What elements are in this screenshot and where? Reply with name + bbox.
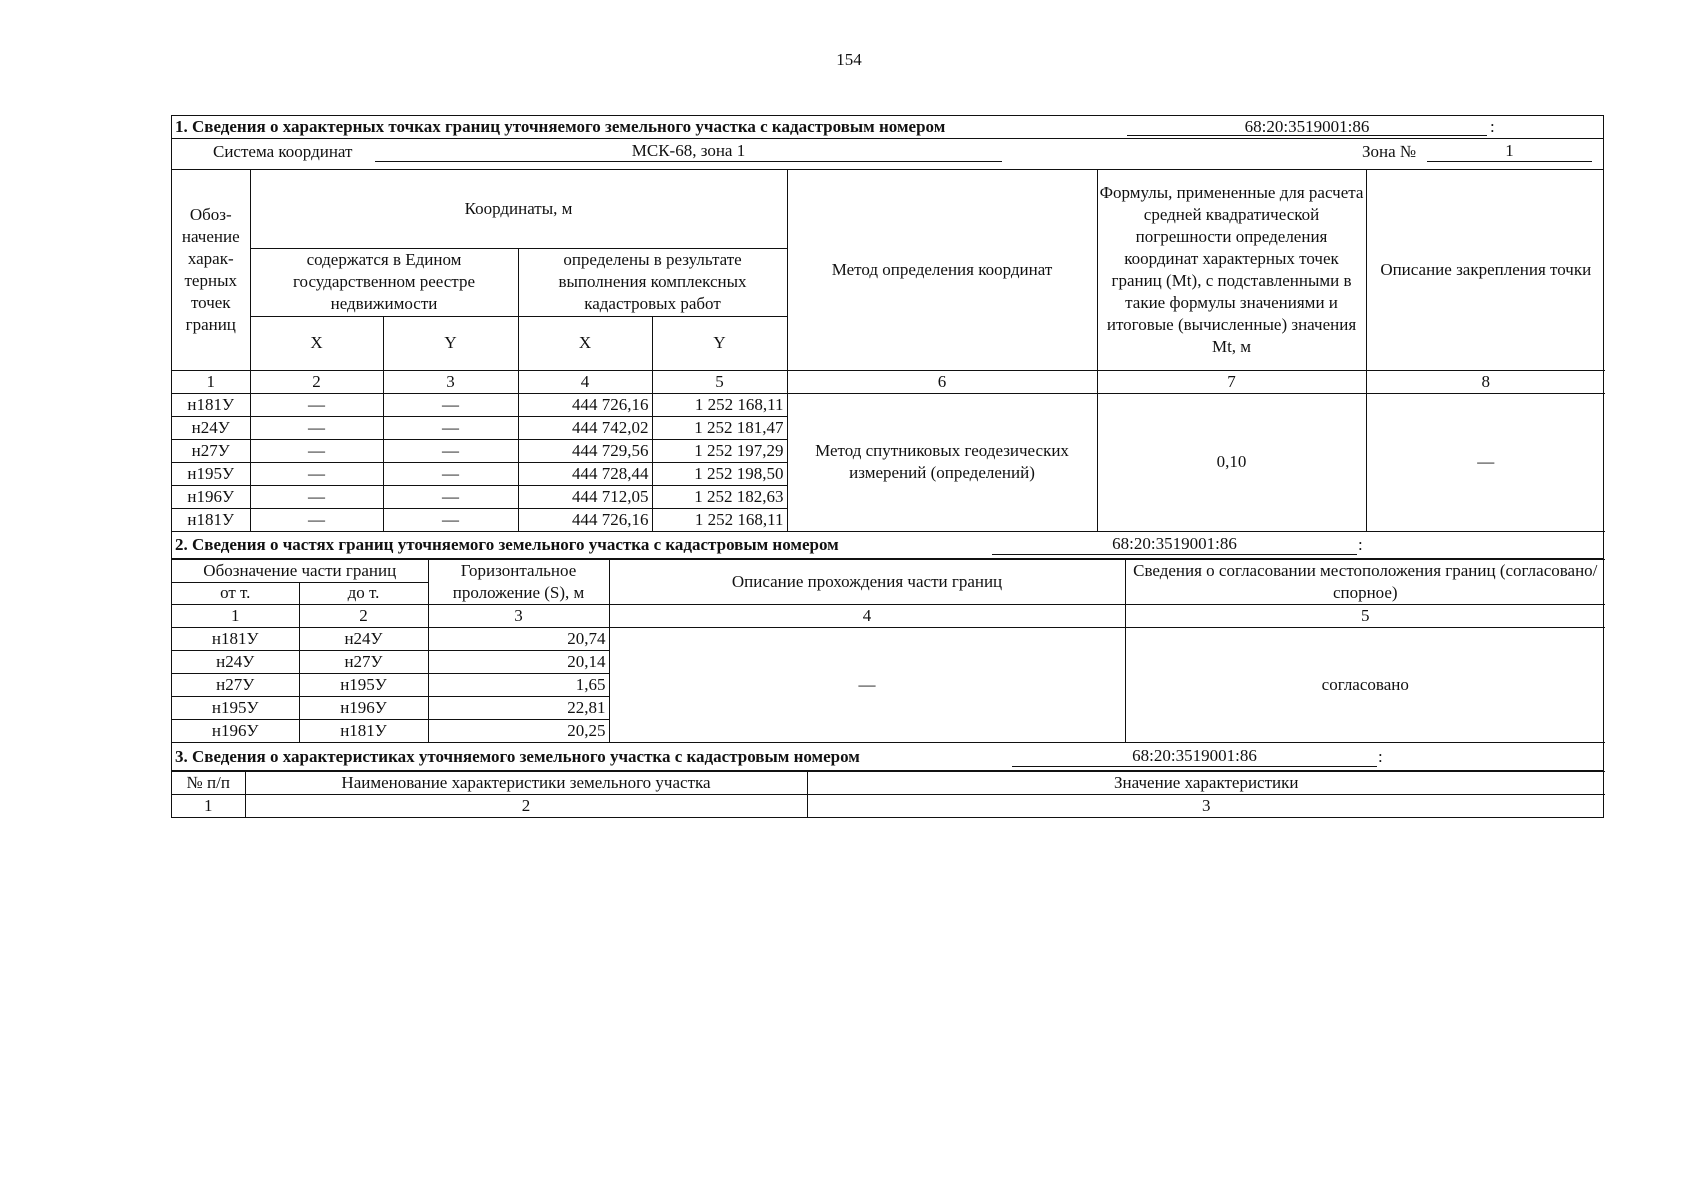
col-number: 8 bbox=[1366, 370, 1605, 393]
point-name: н196У bbox=[172, 485, 250, 508]
header-horizontal: Горизонтальное проложение (S), м bbox=[428, 559, 609, 604]
coordinate-system-line bbox=[172, 139, 1603, 170]
section3-header bbox=[172, 743, 1603, 771]
fixation-value: — bbox=[1366, 393, 1605, 531]
y-registry: — bbox=[383, 508, 518, 531]
header-fixation: Описание закрепления точки bbox=[1366, 170, 1605, 370]
col-number: 4 bbox=[609, 604, 1125, 627]
x-registry: — bbox=[250, 393, 383, 416]
header-coordinates: Координаты, м bbox=[250, 170, 787, 248]
col-number: 3 bbox=[428, 604, 609, 627]
x-value: 444 712,05 bbox=[518, 485, 652, 508]
col-number: 2 bbox=[245, 794, 807, 817]
header-designation: Обоз-начение харак-терных точек границ bbox=[172, 170, 250, 370]
y-registry: — bbox=[383, 393, 518, 416]
x-value: 444 726,16 bbox=[518, 508, 652, 531]
section2-title: 2. Сведения о частях границ уточняемого земельного участка с кадастровым номером bbox=[175, 534, 839, 554]
x-value: 444 726,16 bbox=[518, 393, 652, 416]
header-from: от т. bbox=[172, 582, 299, 604]
x-value: 444 728,44 bbox=[518, 462, 652, 485]
point-name: н181У bbox=[172, 393, 250, 416]
y-value: 1 252 182,63 bbox=[652, 485, 787, 508]
y-registry: — bbox=[383, 462, 518, 485]
section1-cadastral-number: 68:20:3519001:86 bbox=[1127, 116, 1487, 136]
header-no: № п/п bbox=[172, 771, 245, 794]
section1-title: 1. Сведения о характерных точках границ уточняемого земельного участка с кадастровым номером bbox=[175, 117, 946, 136]
x-registry: — bbox=[250, 439, 383, 462]
col-number: 6 bbox=[787, 370, 1097, 393]
y-value: 1 252 168,11 bbox=[652, 508, 787, 531]
header-in-registry: содержатся в Едином государственном реестре недвижимости bbox=[250, 248, 518, 316]
col-number: 2 bbox=[250, 370, 383, 393]
to-point: н195У bbox=[299, 673, 428, 696]
from-point: н24У bbox=[172, 650, 299, 673]
header-x-registry: X bbox=[250, 316, 383, 370]
y-value: 1 252 198,50 bbox=[652, 462, 787, 485]
col-number: 1 bbox=[172, 604, 299, 627]
table-row bbox=[172, 393, 1605, 416]
horizontal-value: 20,14 bbox=[428, 650, 609, 673]
coord-system-label: Система координат bbox=[213, 142, 353, 161]
section1-colon: : bbox=[1490, 117, 1495, 136]
x-registry: — bbox=[250, 508, 383, 531]
section2-cadastral-number: 68:20:3519001:86 bbox=[992, 532, 1357, 555]
header-name: Наименование характеристики земельного участка bbox=[245, 771, 807, 794]
y-value: 1 252 181,47 bbox=[652, 416, 787, 439]
section2-colon: : bbox=[1358, 534, 1363, 554]
horizontal-value: 1,65 bbox=[428, 673, 609, 696]
header-agreement: Сведения о согласовании местоположения границ (согласовано/спорное) bbox=[1125, 559, 1605, 604]
agreement-value: согласовано bbox=[1125, 627, 1605, 742]
col-number: 1 bbox=[172, 794, 245, 817]
x-registry: — bbox=[250, 462, 383, 485]
section2-header bbox=[172, 532, 1603, 559]
col-number: 2 bbox=[299, 604, 428, 627]
page-number: 154 bbox=[836, 50, 862, 69]
point-name: н24У bbox=[172, 416, 250, 439]
to-point: н24У bbox=[299, 627, 428, 650]
point-name: н195У bbox=[172, 462, 250, 485]
point-name: н27У bbox=[172, 439, 250, 462]
from-point: н181У bbox=[172, 627, 299, 650]
col-number: 7 bbox=[1097, 370, 1366, 393]
characteristics-header-row bbox=[172, 771, 1605, 794]
header-formulas: Формулы, примененные для расчета средней квадратической погрешности определения координат характерных точек границ (Mt), с подставленными в такие формулы значениями и итоговые (вычисленные) значения Mt, м bbox=[1097, 170, 1366, 370]
header-description: Описание прохождения части границ bbox=[609, 559, 1125, 604]
mt-value: 0,10 bbox=[1097, 393, 1366, 531]
y-value: 1 252 168,11 bbox=[652, 393, 787, 416]
col-number: 3 bbox=[807, 794, 1605, 817]
table-row bbox=[172, 627, 1605, 650]
x-registry: — bbox=[250, 485, 383, 508]
header-part-designation: Обозначение части границ bbox=[172, 559, 428, 582]
col-number: 5 bbox=[1125, 604, 1605, 627]
to-point: н27У bbox=[299, 650, 428, 673]
section3-title: 3. Сведения о характеристиках уточняемого земельного участка с кадастровым номером bbox=[175, 746, 860, 766]
header-value: Значение характеристики bbox=[807, 771, 1605, 794]
x-value: 444 729,56 bbox=[518, 439, 652, 462]
header-y-registry: Y bbox=[383, 316, 518, 370]
column-numbers-row bbox=[172, 370, 1605, 393]
col-number: 4 bbox=[518, 370, 652, 393]
horizontal-value: 22,81 bbox=[428, 696, 609, 719]
x-registry: — bbox=[250, 416, 383, 439]
header-determined: определены в результате выполнения комплексных кадастровых работ bbox=[518, 248, 787, 316]
cadastral-document bbox=[171, 115, 1604, 818]
point-name: н181У bbox=[172, 508, 250, 531]
points-table bbox=[172, 170, 1605, 532]
to-point: н181У bbox=[299, 719, 428, 742]
y-value: 1 252 197,29 bbox=[652, 439, 787, 462]
from-point: н27У bbox=[172, 673, 299, 696]
y-registry: — bbox=[383, 439, 518, 462]
zone-label: Зона № bbox=[1362, 142, 1417, 161]
zone-value: 1 bbox=[1427, 141, 1592, 162]
col-number: 1 bbox=[172, 370, 250, 393]
section3-colon: : bbox=[1378, 746, 1383, 766]
horizontal-value: 20,25 bbox=[428, 719, 609, 742]
header-x-determined: X bbox=[518, 316, 652, 370]
y-registry: — bbox=[383, 416, 518, 439]
horizontal-value: 20,74 bbox=[428, 627, 609, 650]
col-number: 3 bbox=[383, 370, 518, 393]
header-method: Метод определения координат bbox=[787, 170, 1097, 370]
to-point: н196У bbox=[299, 696, 428, 719]
x-value: 444 742,02 bbox=[518, 416, 652, 439]
col-number: 5 bbox=[652, 370, 787, 393]
column-numbers-row bbox=[172, 604, 1605, 627]
header-to: до т. bbox=[299, 582, 428, 604]
header-y-determined: Y bbox=[652, 316, 787, 370]
from-point: н195У bbox=[172, 696, 299, 719]
from-point: н196У bbox=[172, 719, 299, 742]
coord-system-value: МСК-68, зона 1 bbox=[375, 141, 1002, 162]
characteristics-table bbox=[172, 771, 1605, 817]
boundary-parts-table bbox=[172, 559, 1605, 743]
description-value: — bbox=[609, 627, 1125, 742]
column-numbers-row bbox=[172, 794, 1605, 817]
section1-header bbox=[172, 116, 1603, 139]
y-registry: — bbox=[383, 485, 518, 508]
section3-cadastral-number: 68:20:3519001:86 bbox=[1012, 743, 1377, 767]
method-value: Метод спутниковых геодезических измерений (определений) bbox=[787, 393, 1097, 531]
